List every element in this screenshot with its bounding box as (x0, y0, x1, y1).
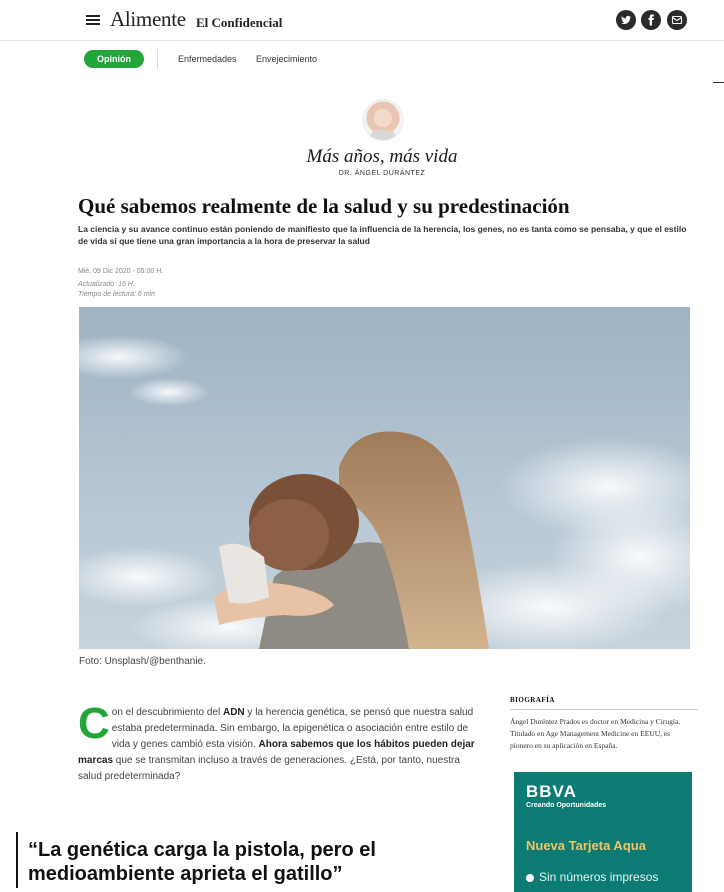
author-name[interactable]: DR. ÁNGEL DURÁNTEZ (338, 170, 426, 177)
bio-title: BIOGRAFÍA (510, 696, 555, 704)
hero-image (79, 307, 690, 649)
mail-icon[interactable] (667, 10, 687, 30)
body-highlight: Ahora sabemos que los hábitos pueden dejar marcas (78, 739, 475, 766)
bbva-logo: BBVA (526, 782, 577, 801)
divider (713, 82, 724, 83)
body-text: y la herencia genética, se pensó que nuestra salud estaba predeterminada. Sin embargo, la epigenética o asociación entre estilo de vida y genes cambió esta visión. (111, 707, 474, 750)
quote-bar (16, 832, 18, 888)
adn-link[interactable]: ADN (222, 707, 245, 718)
opinion-pill[interactable]: Opinión (84, 50, 144, 68)
bullet-icon (526, 874, 534, 882)
nav-link-enfermedades[interactable]: Enfermedades (178, 54, 237, 64)
body-text: on el descubrimiento del (111, 707, 223, 718)
article-body (78, 699, 486, 785)
publish-date: Mié, 09 Dic 2020 - 05:00 H. (78, 268, 164, 275)
menu-icon[interactable] (86, 15, 100, 25)
ad-headline: Nueva Tarjeta Aqua (526, 838, 646, 853)
el-confidencial-logo[interactable]: El Confidencial (196, 15, 283, 30)
ad-feature-text: Sin números impresos (539, 870, 659, 884)
body-text: que se transmitan incluso a través de generaciones. ¿Está, por tanto, nuestra salud predeterminada? (78, 755, 460, 782)
twitter-icon[interactable] (616, 10, 636, 30)
drop-cap: C (78, 699, 110, 748)
photo-caption: Foto: Unsplash/@benthanie. (79, 656, 206, 667)
ad-tagline: Creando Oportunidades (526, 802, 607, 809)
pull-quote: “La genética carga la pistola, pero el medioambiente aprieta el gatillo” (28, 839, 376, 885)
article-subtitle: La ciencia y su avance continuo están poniendo de manifiesto que la influencia de la herencia, los genes, no es tanta como se pensaba, y que el estilo de vida sí que tiene una gran importancia a la hora de preservar la salud (78, 224, 687, 246)
facebook-icon[interactable] (641, 10, 661, 30)
alimente-logo[interactable]: Alimente (110, 7, 186, 31)
author-avatar[interactable] (362, 99, 404, 141)
reading-time: Tiempo de lectura: 6 min (78, 291, 155, 298)
updated-time: Actualizado: 16 H. (78, 281, 135, 288)
bbva-ad[interactable] (514, 772, 692, 892)
article-headline: Qué sabemos realmente de la salud y su predestinación (78, 194, 570, 218)
bio-divider (510, 709, 698, 710)
nav-divider (157, 49, 158, 69)
ad-feature (526, 870, 658, 884)
nav-link-envejecimiento[interactable]: Envejecimiento (256, 54, 318, 64)
site-header (0, 0, 724, 41)
bio-text: Ángel Duréntez Prados es doctor en Medicina y Cirugía. Titulado en Age Management Medicine en EEUU, es pionero en su aplicación en España. (510, 717, 681, 750)
column-title[interactable]: Más años, más vida (306, 146, 458, 167)
